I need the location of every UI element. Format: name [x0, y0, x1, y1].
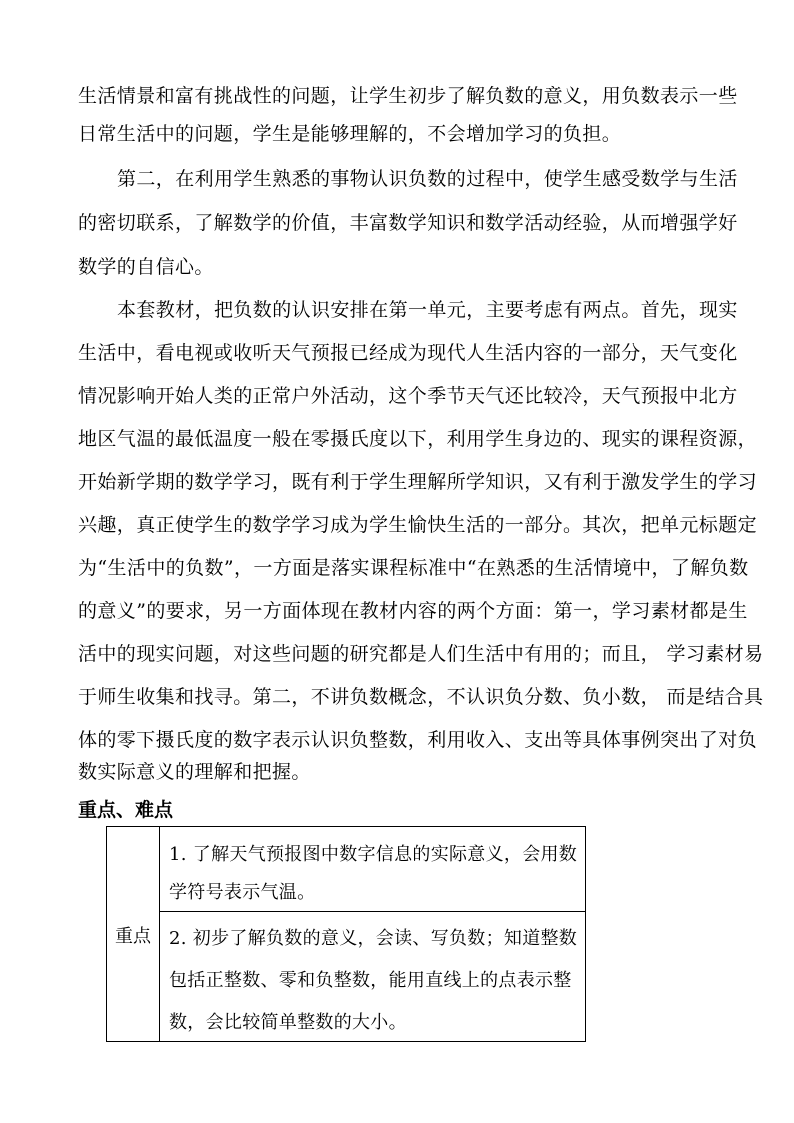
table-column-divider	[159, 827, 160, 1041]
paragraph-3-line-12: 数实际意义的理解和把握。	[78, 761, 311, 783]
paragraph-3-line-5: 开始新学期的数学学习，既有利于学生理解所学知识，又有利于激发学生的学习	[78, 471, 758, 493]
paragraph-3-line-6: 兴趣，真正使学生的数学学习成为学生愉快生活的一部分。其次，把单元标题定	[78, 514, 758, 536]
key-item-2-line-2: 包括正整数、零和负整数，能用直线上的点表示整	[169, 970, 572, 991]
paragraph-3-line-10: 于师生收集和找寻。第二，不讲负数概念，不认识负分数、负小数， 而是结合具	[78, 686, 764, 708]
key-item-2-line-3: 数，会比较简单整数的大小。	[169, 1012, 407, 1033]
section-heading: 重点、难点	[78, 799, 174, 821]
paragraph-1-line-2: 日常生活中的问题，学生是能够理解的，不会增加学习的负担。	[78, 123, 622, 145]
table-row-divider	[159, 911, 585, 912]
key-item-1-line-2: 学符号表示气温。	[169, 882, 316, 903]
paragraph-2-line-3: 数学的自信心。	[78, 256, 214, 278]
paragraph-3-line-7: 为“生活中的负数”，一方面是落实课程标准中“在熟悉的生活情境中，了解负数	[78, 557, 749, 579]
paragraph-3-line-11: 体的零下摄氏度的数字表示认识负整数，利用收入、支出等具体事例突出了对负	[78, 729, 758, 751]
key-item-1-line-1: 1. 了解天气预报图中数字信息的实际意义，会用数	[169, 844, 578, 865]
paragraph-1-line-1: 生活情景和富有挑战性的问题，让学生初步了解负数的意义，用负数表示一些	[78, 85, 738, 107]
paragraph-3-line-3: 情况影响开始人类的正常户外活动，这个季节天气还比较冷，天气预报中北方	[78, 385, 738, 407]
paragraph-3-line-9: 活中的现实问题，对这些问题的研究都是人们生活中有用的；而且， 学习素材易	[78, 643, 764, 665]
paragraph-3-line-1: 本套教材，把负数的认识安排在第一单元，主要考虑有两点。首先，现实	[117, 299, 738, 321]
table-row-label: 重点	[115, 926, 151, 947]
key-points-table	[106, 826, 586, 1042]
paragraph-3-line-8: 的意义”的要求，另一方面体现在教材内容的两个方面：第一，学习素材都是生	[78, 600, 748, 622]
paragraph-2-line-2: 的密切联系，了解数学的价值，丰富数学知识和数学活动经验，从而增强学好	[78, 212, 738, 234]
key-item-2-line-1: 2. 初步了解负数的意义，会读、写负数；知道整数	[169, 928, 578, 949]
paragraph-3-line-4: 地区气温的最低温度一般在零摄氏度以下，利用学生身边的、现实的课程资源，	[78, 428, 758, 450]
paragraph-3-line-2: 生活中，看电视或收听天气预报已经成为现代人生活内容的一部分，天气变化	[78, 342, 738, 364]
paragraph-2-line-1: 第二，在利用学生熟悉的事物认识负数的过程中，使学生感受数学与生活	[117, 168, 738, 190]
